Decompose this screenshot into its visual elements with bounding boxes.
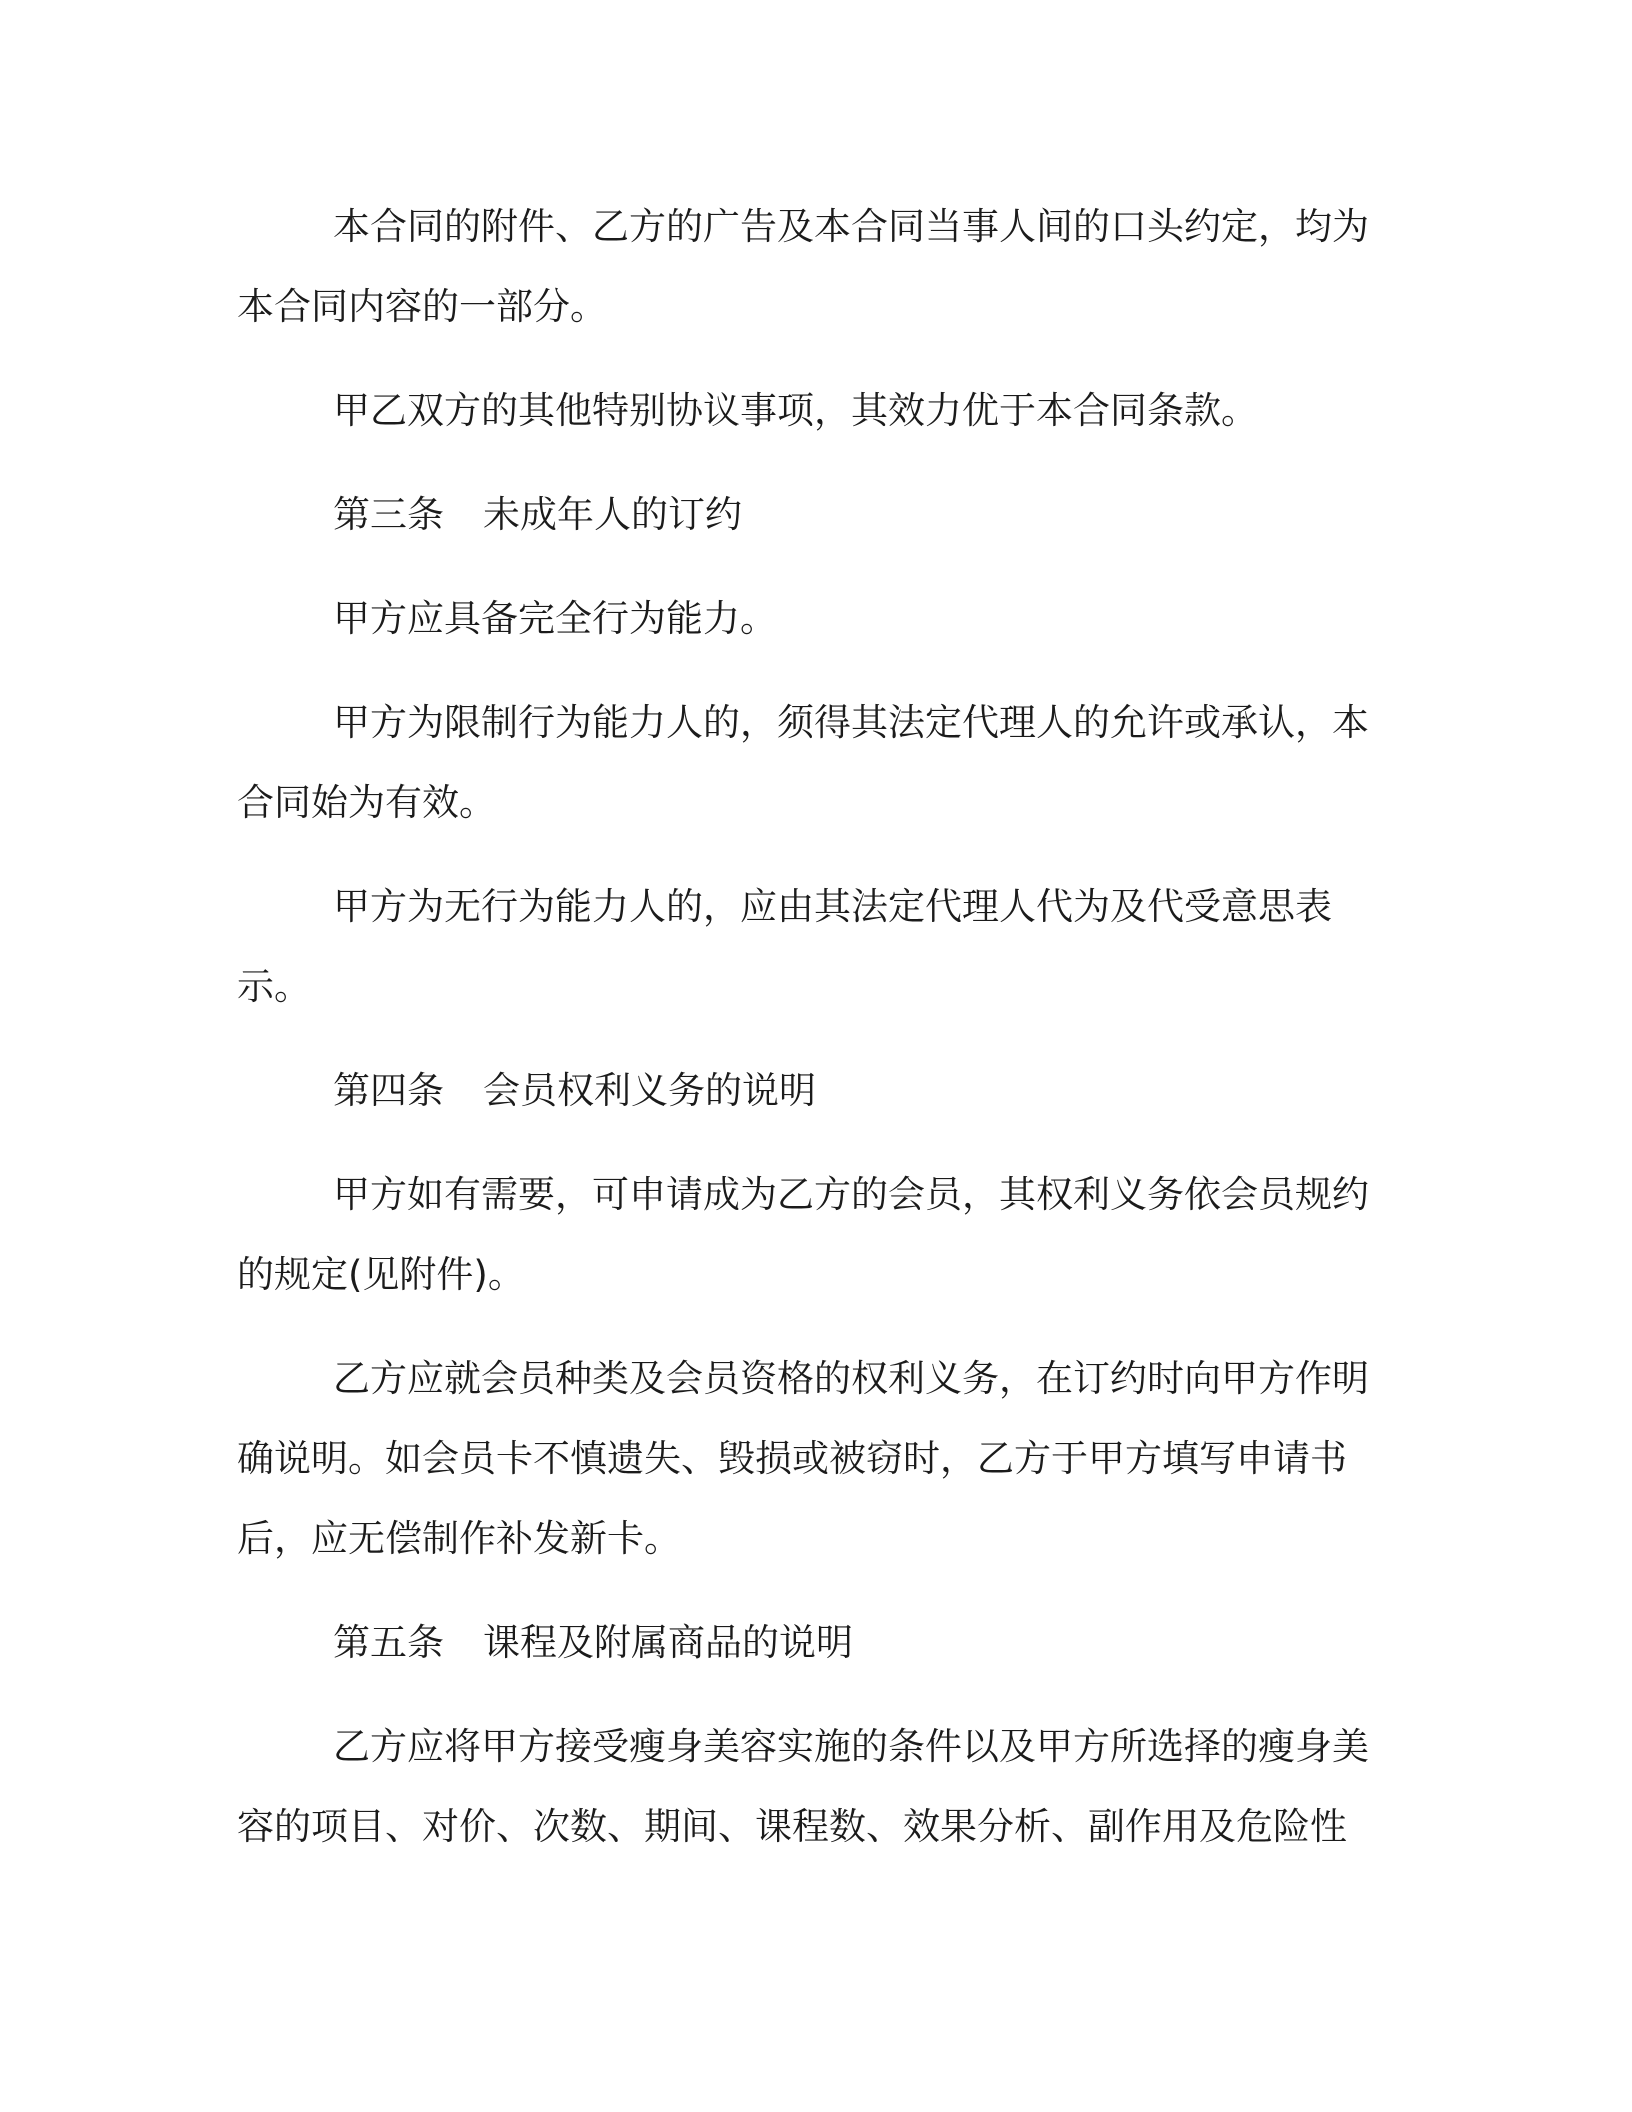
paragraph-course-explanation: 乙方应将甲方接受瘦身美容实施的条件以及甲方所选择的瘦身美容的项目、对价、次数、期间、课程数、效果分析、副作用及危险性 — [237, 1725, 1369, 1848]
article-3-number: 第三条 — [333, 493, 444, 536]
paragraph-special-agreements: 甲乙双方的其他特别协议事项，其效力优于本合同条款。 — [333, 389, 1258, 432]
article-5-heading — [237, 1603, 1387, 1683]
paragraph-no-capacity: 甲方为无行为能力人的，应由其法定代理人代为及代受意思表示。 — [237, 885, 1332, 1008]
paragraph-membership-application: 甲方如有需要，可申请成为乙方的会员，其权利义务依会员规约的规定(见附件)。 — [237, 1173, 1369, 1296]
paragraph-limited-capacity: 甲方为限制行为能力人的，须得其法定代理人的允许或承认，本合同始为有效。 — [237, 701, 1369, 824]
article-5-number: 第五条 — [333, 1621, 444, 1664]
article-4-title: 会员权利义务的说明 — [483, 1069, 816, 1112]
paragraph-attachments: 本合同的附件、乙方的广告及本合同当事人间的口头约定，均为本合同内容的一部分。 — [237, 205, 1369, 328]
article-5-title: 课程及附属商品的说明 — [483, 1621, 853, 1664]
paragraph-membership-explanation: 乙方应就会员种类及会员资格的权利义务，在订约时向甲方作明确说明。如会员卡不慎遗失、毁损或被窃时，乙方于甲方填写申请书后，应无偿制作补发新卡。 — [237, 1357, 1369, 1560]
paragraph-full-capacity: 甲方应具备完全行为能力。 — [333, 597, 777, 640]
article-3-title: 未成年人的订约 — [483, 493, 742, 536]
article-4-heading — [237, 1051, 1387, 1131]
article-4-number: 第四条 — [333, 1069, 444, 1112]
article-3-heading — [237, 475, 1387, 555]
document-body — [237, 187, 1387, 1891]
